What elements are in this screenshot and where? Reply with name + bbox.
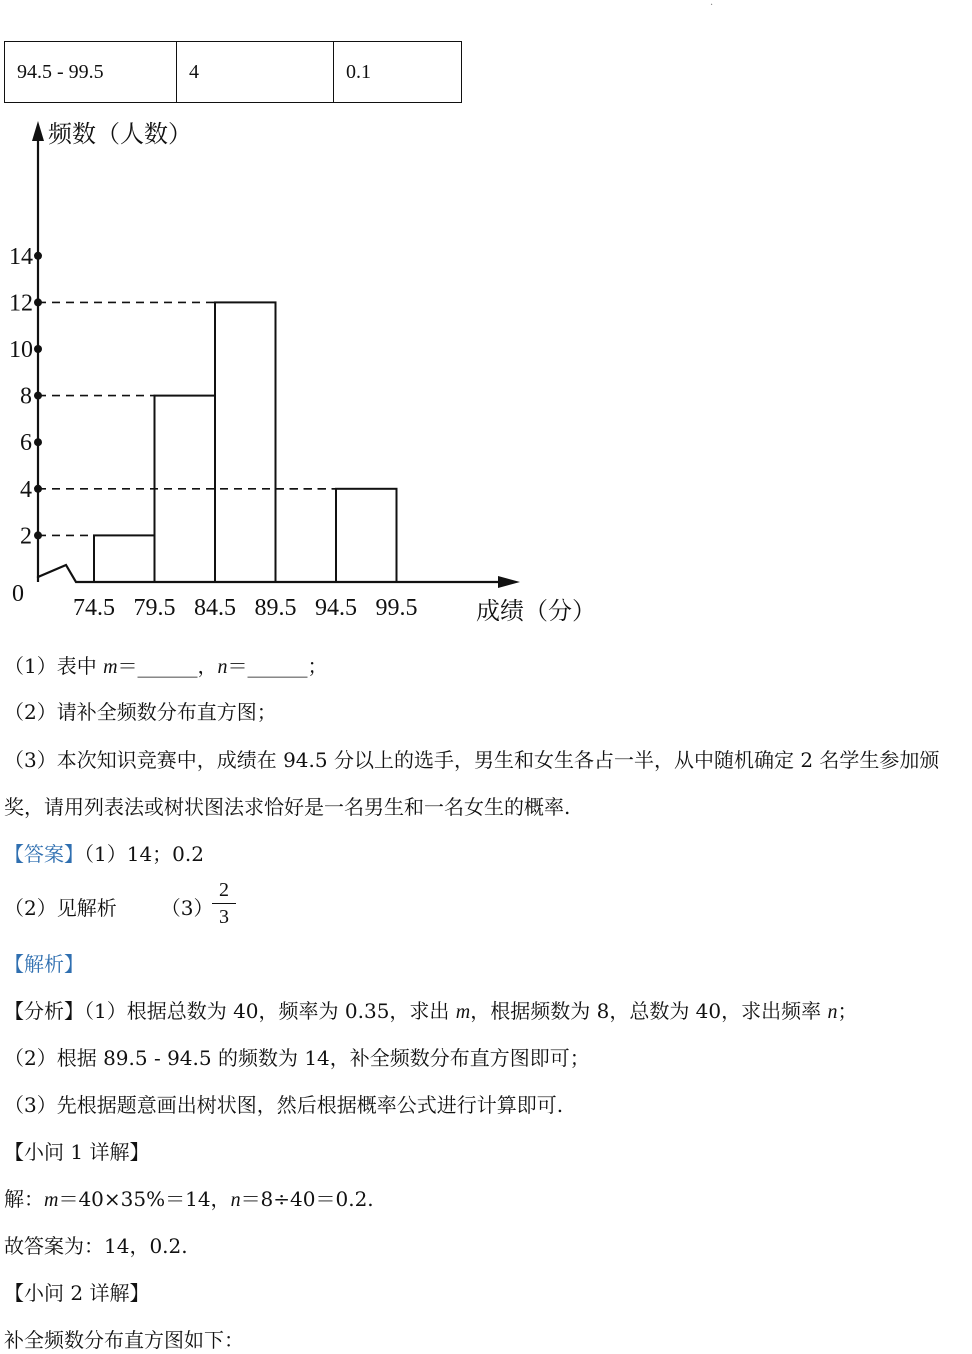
answer-3-prefix: （3） [160, 896, 214, 920]
solution-answer: 故答案为：14，0.2. [4, 1234, 188, 1258]
answer-1: （1）14；0.2 [84, 842, 204, 866]
q1-m-var: m [103, 656, 118, 678]
histogram-bar [94, 535, 155, 582]
frequency-table-row [4, 41, 462, 103]
x-axis-arrow [498, 576, 520, 588]
answer-line-1 [4, 840, 204, 868]
solution-prefix: 解： [4, 1187, 44, 1211]
question-3-line-1: （3）本次知识竞赛中，成绩在 94.5 分以上的选手，男生和女生各占一半，从中随机确定 2 名学生参加颁 [4, 748, 940, 772]
x-tick-label: 84.5 [194, 595, 236, 621]
solution-m-var: m [44, 1189, 59, 1211]
q1-middle: ＝______， [117, 654, 218, 678]
solution-line [4, 1185, 374, 1214]
answer-label: 【答案】 [4, 842, 84, 866]
fraction-numerator: 2 [219, 879, 229, 901]
frequency-histogram [0, 115, 620, 635]
fenxi-text-2: ，根据频数为 8，总数为 40，求出频率 [470, 999, 828, 1023]
y-tick-label: 6 [20, 430, 32, 457]
q1-prefix: （1）表中 [4, 654, 104, 678]
y-tick-label: 4 [20, 476, 32, 503]
fenxi-n-var: n [827, 1001, 838, 1023]
histogram-bar [336, 489, 397, 582]
sub-question-2-title: 【小问 2 详解】 [4, 1281, 150, 1305]
corner-dot: · [710, 0, 714, 11]
table-row [5, 42, 462, 103]
y-tick-label: 8 [20, 383, 32, 410]
y-tick-label: 10 [9, 337, 33, 363]
answer-3-fraction [212, 878, 236, 929]
q1-n-var: n [217, 656, 228, 678]
x-tick-label: 99.5 [375, 595, 418, 621]
y-tick-dot [34, 252, 42, 260]
fenxi-text-3: ； [837, 999, 858, 1023]
fenxi-m-var: m [455, 1001, 471, 1023]
y-axis-arrow [32, 121, 44, 141]
y-tick-label: 0 [12, 581, 24, 607]
table-cell-frequency: 4 [177, 42, 334, 103]
x-tick-label: 94.5 [315, 595, 357, 621]
histogram-bar [215, 302, 276, 582]
y-tick-dot [34, 345, 42, 353]
solution-suffix: ＝8÷40＝0.2. [240, 1187, 374, 1211]
x-axis-title: 成绩（分） [476, 597, 596, 625]
y-tick-label: 12 [9, 290, 33, 317]
table-cell-rate: 0.1 [334, 42, 462, 103]
question-2: （2）请补全频数分布直方图； [4, 700, 277, 724]
question-1 [4, 652, 328, 681]
fenxi-text-1: （1）根据总数为 40，频率为 0.35，求出 [84, 999, 456, 1023]
solution-n-var: n [230, 1189, 241, 1211]
x-tick-label: 79.5 [133, 595, 176, 621]
table-cell-range: 94.5 - 99.5 [5, 42, 177, 103]
analysis-fenxi [4, 997, 857, 1026]
y-tick-label: 14 [9, 243, 33, 270]
x-tick-label: 89.5 [254, 595, 297, 621]
analysis-step-3: （3）先根据题意画出树状图，然后根据概率公式进行计算即可. [4, 1093, 564, 1117]
analysis-step-2: （2）根据 89.5 - 94.5 的频数为 14，补全频数分布直方图即可； [4, 1046, 590, 1070]
y-axis-title: 频数（人数） [48, 120, 192, 148]
sub-question-2-text: 补全频数分布直方图如下： [4, 1328, 244, 1352]
q1-suffix: ＝______； [227, 654, 328, 678]
answer-2: （2）见解析 [4, 896, 117, 920]
y-tick-label: 2 [20, 523, 32, 550]
fenxi-label: 【分析】 [4, 999, 84, 1023]
solution-middle: ＝40×35%＝14， [58, 1187, 231, 1211]
x-axis-line [38, 565, 500, 582]
analysis-label: 【解析】 [4, 952, 84, 976]
sub-question-1-title: 【小问 1 详解】 [4, 1140, 150, 1164]
question-3-line-2: 奖，请用列表法或树状图法求恰好是一名男生和一名女生的概率. [4, 795, 571, 819]
x-tick-label: 74.5 [73, 595, 115, 621]
answer-line-2 [4, 894, 213, 922]
fraction-bar [212, 903, 236, 904]
y-tick-dot [34, 438, 42, 446]
fraction-denominator: 3 [219, 906, 229, 928]
